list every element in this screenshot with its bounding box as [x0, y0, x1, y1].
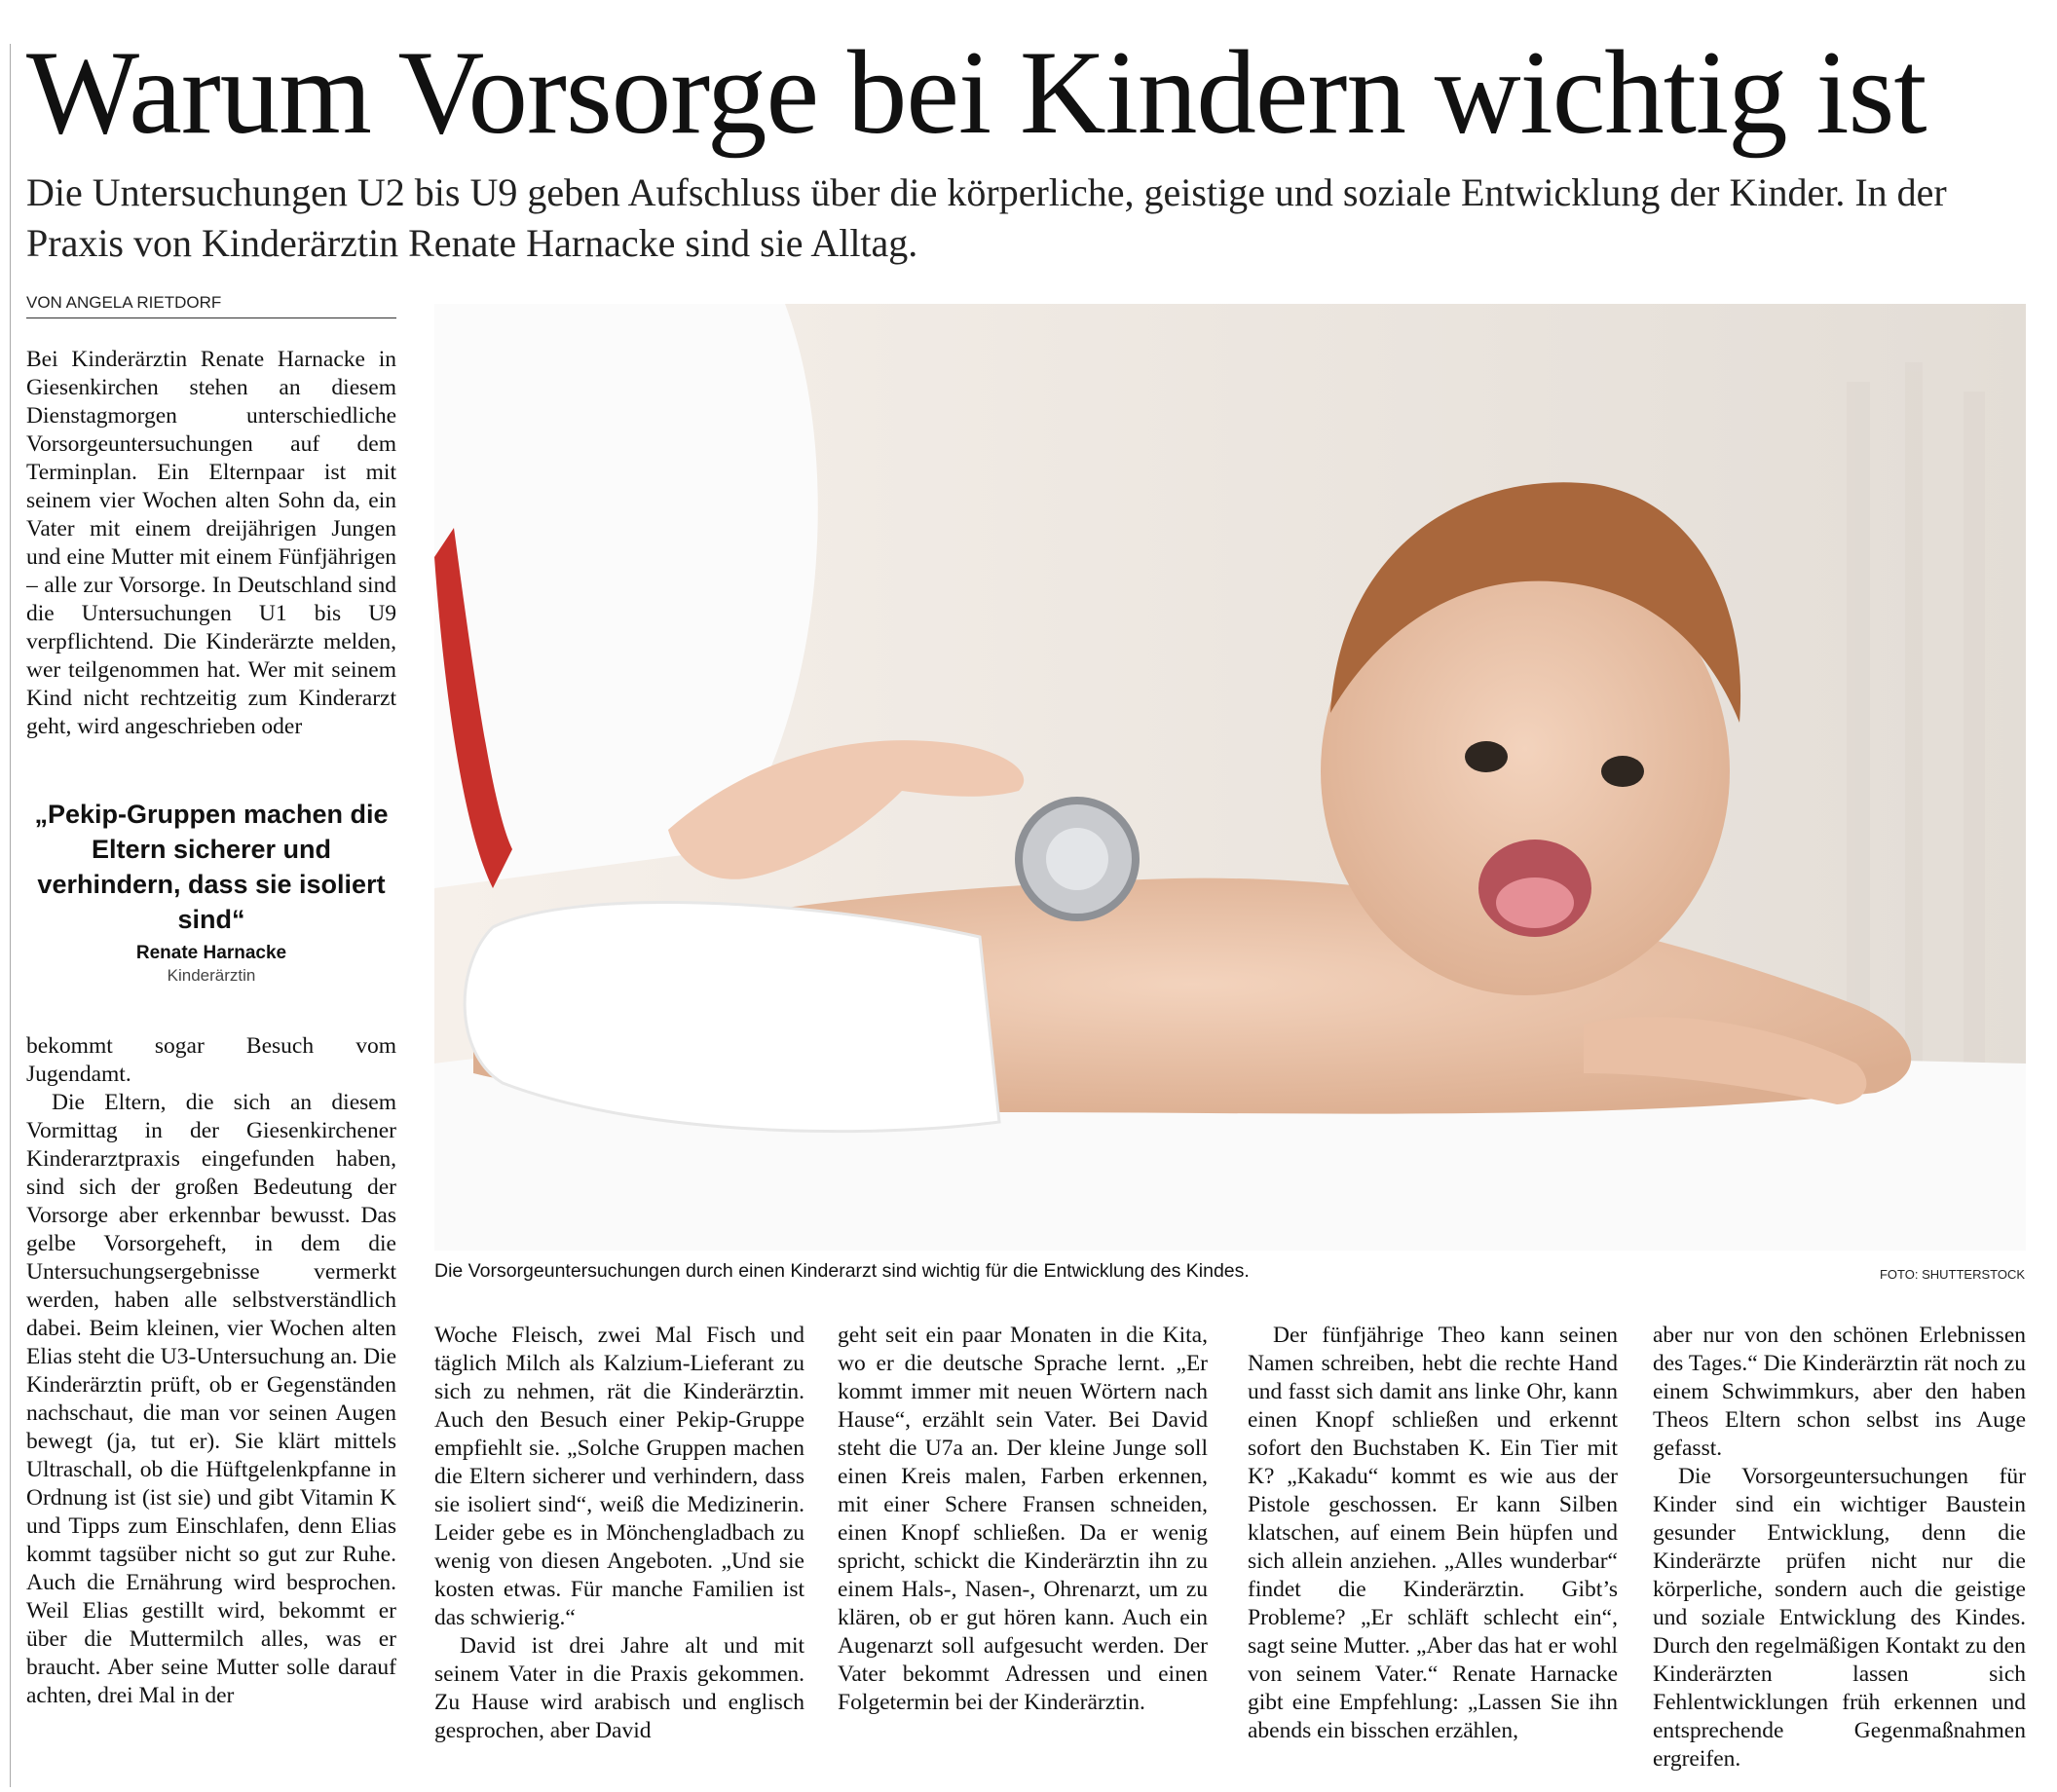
- column-rule: [10, 44, 11, 1787]
- pull-quote-role: Kinderärztin: [167, 966, 256, 985]
- article-paragraph: Der fünfjährige Theo kann seinen Namen schreiben, hebt die rechte Hand und fasst sich damit ans linke Ohr, kann einen Knopf schließen und erkennt sofort den Buchstaben K. Ein Tier mit K? „Kakadu“ kommt es wie aus der Pistole geschossen. Er kann Silben klatschen, auf einem Bein hüpfen und sich allein anziehen. „Alles wunderbar“ findet die Kinderärztin. Gibt’s Probleme? „Er schläft schlecht ein“, sagt seine Mutter. „Aber das hat er wohl von seinem Vater.“ Renate Harnacke gibt eine Empfehlung: „Lassen Sie ihn abends ein bisschen erzählen,: [1248, 1323, 1618, 1743]
- article-column-1-top: [26, 346, 396, 774]
- article-paragraph: Bei Kinderärztin Renate Harnacke in Giesenkirchen stehen an diesem Dienstagmorgen unterschiedliche Vorsorgeuntersuchungen auf dem Terminplan. Ein Elternpaar ist mit seinem vier Wochen alten Sohn da, ein Vater mit einem dreijährigen Jungen und eine Mutter mit einem Fünfjährigen – alle zur Vorsorge. In Deutschland sind die Untersuchungen U1 bis U9 verpflichtend. Die Kinderärzte melden, wer teilgenommen hat. Wer mit seinem Kind nicht rechtzeitig zum Kinderarzt geht, wird angeschrieben oder: [26, 347, 396, 739]
- article-photo: [434, 304, 2026, 1251]
- article-paragraph: Die Vorsorgeuntersuchungen für Kinder sind ein wichtiger Baustein gesunder Entwicklung, denn die Kinderärzte prüfen nicht nur die körperliche, sondern auch die geistige und soziale Entwicklung des Kindes. Durch den regelmäßigen Kontakt zu den Kinderärzten lassen sich Fehlentwicklungen früh erkennen und entsprechende Gegenmaßnahmen ergreifen.: [1653, 1464, 2026, 1772]
- article-paragraph: Woche Fleisch, zwei Mal Fisch und täglich Milch als Kalzium-Lieferant zu sich zu nehmen, rät die Kinderärztin. Auch den Besuch einer Pekip-Gruppe empfiehlt sie. „Solche Gruppen machen die Eltern sicherer und verhindern, dass sie isoliert sind“, weiß die Medizinerin. Leider gebe es in Mönchengladbach zu wenig von diesen Angeboten. „Und sie kosten etwas. Für manche Familien ist das schwierig.“: [434, 1323, 804, 1630]
- article-column-4: [1248, 1322, 1618, 1779]
- photo-caption: Die Vorsorgeuntersuchungen durch einen Kinderarzt sind wichtig für die Entwicklung des Kindes.: [434, 1260, 1250, 1282]
- article-paragraph: geht seit ein paar Monaten in die Kita, wo er die deutsche Sprache lernt. „Er kommt immer mit neuen Wörtern nach Hause“, erzählt sein Vater. Bei David steht die U7a an. Der kleine Junge soll einen Kreis malen, Farben erkennen, mit einer Schere Fransen schneiden, einen Knopf schließen. Da er wenig spricht, schickt die Kinderärztin ihn zu einem Hals-, Nasen-, Ohrenarzt, um zu klären, ob er gut hören kann. Auch ein Augenarzt soll aufgesucht werden. Der Vater bekommt Adressen und einen Folgetermin bei der Kinderärztin.: [838, 1323, 1208, 1715]
- photo-credit: FOTO: SHUTTERSTOCK: [1879, 1267, 2025, 1282]
- article-column-1-bottom: [26, 1032, 396, 1773]
- article-column-2: [434, 1322, 804, 1779]
- article-column-3: [838, 1322, 1208, 1779]
- article-column-5: [1653, 1322, 2026, 1779]
- article-paragraph: bekommt sogar Besuch vom Jugendamt.: [26, 1033, 396, 1087]
- subheadline: Die Untersuchungen U2 bis U9 geben Aufschluss über die körperliche, geistige und soziale Entwicklung der Kinder. In der Praxis von Kinderärztin Renate Harnacke sind sie Alltag.: [26, 170, 1947, 265]
- pull-quote-text: „Pekip-Gruppen machen die Eltern sicherer und verhindern, dass sie isoliert sind“: [34, 800, 389, 934]
- article-paragraph: David ist drei Jahre alt und mit seinem Vater in die Praxis gekommen. Zu Hause wird arabisch und englisch gesprochen, aber David: [434, 1633, 804, 1743]
- article-paragraph: aber nur von den schönen Erlebnissen des Tages.“ Die Kinderärztin rät noch zu einem Schwimmkurs, aber den haben Theos Eltern schon selbst ins Auge gefasst.: [1653, 1323, 2026, 1461]
- headline: Warum Vorsorge bei Kindern wichtig ist: [26, 25, 1926, 159]
- baby-stethoscope-image: [434, 304, 2026, 1251]
- article-paragraph: Die Eltern, die sich an diesem Vormittag in der Giesenkirchener Kinderarztpraxis eingefunden haben, sind sich der großen Bedeutung der Vorsorge aber erkennbar bewusst. Das gelbe Vorsorgeheft, in dem die Untersuchungsergebnisse vermerkt werden, haben alle selbstverständlich dabei. Beim kleinen, vier Wochen alten Elias steht die U3-Untersuchung an. Die Kinderärztin prüft, ob er Gegenständen nachschaut, die man vor seinen Augen bewegt (ja, tut er). Sie klärt mittels Ultraschall, ob die Hüftgelenkpfanne in Ordnung ist (ist sie) und gibt Vitamin K und Tipps zum Einschlafen, denn Elias kommt tagsüber nicht so gut zur Ruhe. Auch die Ernährung wird besprochen. Weil Elias gestillt wird, bekommt er über die Muttermilch alles, was er braucht. Aber seine Mutter solle darauf achten, drei Mal in der: [26, 1090, 396, 1708]
- pull-quote: [26, 797, 396, 986]
- byline: VON ANGELA RIETDORF: [26, 293, 396, 318]
- pull-quote-author: Renate Harnacke: [135, 943, 287, 963]
